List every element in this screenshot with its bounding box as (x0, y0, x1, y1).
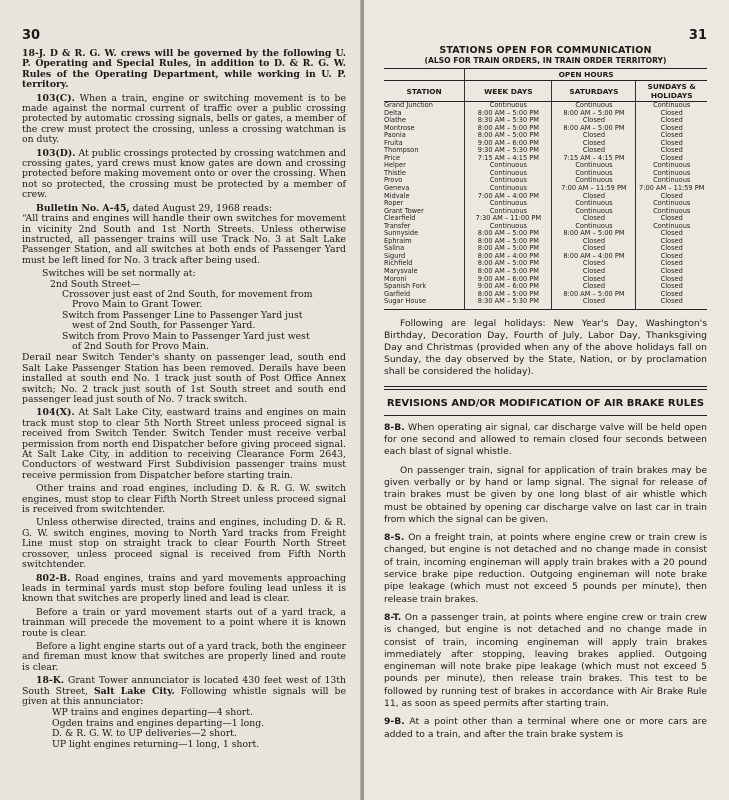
week-days-cell: 8:30 AM – 5:30 PM (465, 298, 552, 309)
saturdays-cell: Closed (552, 215, 636, 223)
station-cell: Price (384, 153, 401, 162)
week-days-cell: 8:00 AM – 5:00 PM (465, 291, 552, 299)
rule-text: At public crossings protected by crossing watchmen and crossing gates, yard crews must know gates are down and crossing protected before making movement onto or over the crossing. When not so protected, the crossing must be protected by a member of crew. (22, 147, 346, 201)
page-number-left: 30 (22, 28, 41, 43)
table-row (384, 230, 707, 238)
station-cell: Moroni (384, 274, 407, 283)
table-title: STATIONS OPEN FOR COMMUNICATION (439, 45, 652, 56)
whistle-signal-item: D. & R. G. W. to UP deliveries—2 short. (52, 728, 237, 740)
sundays-cell: Closed (636, 291, 707, 299)
sundays-cell: Closed (636, 253, 707, 261)
station-cell: Olathe (384, 116, 406, 125)
light-engine-paragraph: Before a light engine starts out of a yard track, both the engineer and fireman must know that switches are properly lined and route is clear. (22, 640, 346, 673)
station-cell: Montrose (384, 123, 415, 132)
rule-id: 8-B. (384, 421, 405, 433)
saturdays-cell: Closed (552, 245, 636, 253)
station-cell: Provo (384, 176, 403, 185)
sundays-cell: Closed (636, 125, 707, 133)
table-row (384, 147, 707, 155)
switch-item: Crossover just east of 2nd South, for movement from (62, 288, 313, 300)
blank-header (384, 69, 465, 81)
open-hours-header: OPEN HOURS (465, 69, 707, 81)
station-cell: Fruita (384, 138, 403, 147)
station-cell: Roper (384, 199, 404, 208)
sundays-cell: Continuous (636, 177, 707, 185)
week-days-cell: 8:00 AM – 5:00 PM (465, 268, 552, 276)
saturdays-cell: Continuous (552, 162, 636, 170)
sundays-cell: Closed (636, 276, 707, 284)
bulletin-quote: “All trains and engines will handle their own switches for movement in vicinity 2nd South and 1st North Streets. Unless otherwise instructed, all passenger trains will use Track No. 3 at Salt Lake Passenger Station, and all switches at both ends of Passenger Yard must be left lined for No. 3 track after being used. (22, 213, 346, 266)
station-cell: Thistle (384, 168, 406, 177)
rule-id: 8-S. (384, 532, 405, 544)
table-row (384, 291, 707, 299)
rule-id: Bulletin No. A-45, (36, 202, 130, 214)
table-row (384, 276, 707, 284)
week-days-cell: 9:00 AM – 6:00 PM (465, 140, 552, 148)
week-days-cell: Continuous (465, 170, 552, 178)
rule-103d (22, 149, 346, 201)
unless-directed-paragraph: Unless otherwise directed, trains and engines, including D. & R. G. W. switch engines, moving to North Yard tracks from Freight Line must stop on straight track to clear Fourth North Street crossover, unless proceed signal is received from Fifth North switchtender. (22, 517, 346, 571)
week-days-cell: Continuous (465, 177, 552, 185)
sundays-cell: Closed (636, 260, 707, 268)
stations-table-title (384, 45, 707, 65)
whistle-signal-item: UP light engines returning—1 long, 1 short. (52, 738, 260, 750)
sundays-cell: Continuous (636, 223, 707, 231)
sundays-cell: Closed (636, 117, 707, 125)
week-days-cell: 8:00 AM – 5:00 PM (465, 125, 552, 133)
rule-8b (384, 422, 707, 459)
saturdays-cell: Closed (552, 193, 636, 201)
station-cell: Grant Tower (384, 206, 424, 215)
saturdays-cell: 7:00 AM – 11:59 PM (552, 185, 636, 193)
stations-table (384, 68, 707, 309)
sundays-cell: Closed (636, 268, 707, 276)
rule-text: Road engines, trains and yard movements approaching leads in terminal yards must stop before fouling lead unless it is known that switches are properly lined and lead is clear. (22, 572, 346, 605)
week-days-cell: 8:00 AM – 5:00 PM (465, 132, 552, 140)
table-row (384, 185, 707, 193)
whistle-signal-item: WP trains and engines departing—4 short. (52, 707, 253, 719)
rule-text: When a train, engine or switching movement is to be made against the normal current of traffic over a public crossing protected by automatic crossing signals, bells or gates, a member of the crew must protect the crossing, unless a crossing watchman is on duty. (22, 92, 346, 146)
yard-movement-paragraph: Before a train or yard movement starts out of a yard track, a trainman will precede the movement to a point where it is known route is clear. (22, 606, 346, 639)
station-cell: Grand Junction (384, 101, 433, 109)
table-row (384, 245, 707, 253)
saturdays-cell: Closed (552, 260, 636, 268)
saturdays-cell: Closed (552, 268, 636, 276)
switch-item-cont: west of 2nd South, for Passenger Yard. (72, 320, 256, 332)
saturdays-cell: 8:00 AM – 4:00 PM (552, 253, 636, 261)
sundays-cell: Closed (636, 147, 707, 155)
station-cell: Salina (384, 244, 405, 253)
week-days-cell: 9:00 AM – 6:00 PM (465, 283, 552, 291)
saturdays-cell: Continuous (552, 170, 636, 178)
sundays-cell: Closed (636, 238, 707, 246)
table-row (384, 268, 707, 276)
col-station: STATION (384, 81, 465, 102)
other-trains-paragraph: Other trains and road engines, including D. & R. G. W. switch engines, must stop to clear Fifth North Street unless proceed signal is received from switchtender. (22, 483, 346, 516)
left-page (0, 0, 362, 800)
sundays-cell: Closed (636, 140, 707, 148)
sundays-cell: 7:00 AM – 11:59 PM (636, 185, 707, 193)
week-days-cell: 8:00 AM – 5:00 PM (465, 110, 552, 118)
saturdays-cell: Continuous (552, 223, 636, 231)
station-cell: Sugar House (384, 297, 427, 306)
week-days-cell: Continuous (465, 162, 552, 170)
rule-id: 103(C). (36, 92, 75, 104)
saturdays-cell: Closed (552, 132, 636, 140)
week-days-cell: 9:00 AM – 6:00 PM (465, 276, 552, 284)
week-days-cell: 8:00 AM – 5:00 PM (465, 238, 552, 246)
table-row (384, 102, 707, 110)
saturdays-cell: Closed (552, 238, 636, 246)
sundays-cell: Closed (636, 298, 707, 309)
week-days-cell: 8:00 AM – 5:00 PM (465, 260, 552, 268)
saturdays-cell: 8:00 AM – 5:00 PM (552, 110, 636, 118)
switches-intro: Switches will be set normally at: (42, 268, 196, 280)
station-cell: Geneva (384, 184, 410, 193)
saturdays-cell: Closed (552, 147, 636, 155)
sundays-cell: Closed (636, 245, 707, 253)
station-cell: Ephraim (384, 236, 412, 245)
week-days-cell: 8:30 AM – 5:30 PM (465, 117, 552, 125)
page-number-right: 31 (688, 28, 707, 43)
table-row (384, 298, 707, 309)
table-row (384, 283, 707, 291)
rule-8t (384, 612, 707, 710)
rule-id: 8-T. (384, 611, 402, 623)
saturdays-cell: 7:15 AM – 4:15 PM (552, 155, 636, 163)
table-row (384, 223, 707, 231)
double-rule (384, 386, 707, 390)
section-rule (384, 415, 707, 416)
week-days-cell: 7:30 AM – 11:00 PM (465, 215, 552, 223)
saturdays-cell: Closed (552, 283, 636, 291)
station-cell: Transfer (384, 221, 411, 230)
passenger-signal-paragraph: On passenger train, signal for application of train brakes may be given verbally or by hand or lamp signal. The signal for release of train brakes must be given by one long blast of air whistle which must be obtained by opening car discharge valve on last car in train from which the signal can be given. (384, 464, 707, 525)
sundays-cell: Closed (636, 230, 707, 238)
station-cell: Clearfield (384, 214, 416, 223)
table-subtitle: (ALSO FOR TRAIN ORDERS, IN TRAIN ORDER TERRITORY) (424, 56, 667, 65)
col-week-days: WEEK DAYS (465, 81, 552, 102)
sundays-cell: Closed (636, 193, 707, 201)
sundays-cell: Continuous (636, 162, 707, 170)
sundays-cell: Closed (636, 283, 707, 291)
saturdays-cell: Closed (552, 117, 636, 125)
switch-item: Switch from Passenger Line to Passenger Yard just (62, 309, 303, 321)
table-row (384, 260, 707, 268)
saturdays-cell: Closed (552, 298, 636, 309)
station-cell: Sigurd (384, 251, 406, 260)
week-days-cell: 7:15 AM – 4:15 PM (465, 155, 552, 163)
table-row (384, 140, 707, 148)
sundays-cell: Continuous (636, 102, 707, 110)
table-row (384, 110, 707, 118)
week-days-cell: Continuous (465, 102, 552, 110)
station-cell: Sunnyside (384, 229, 419, 238)
rule-text: Following whistle signals will be given at this annunciator: (22, 685, 346, 707)
rule-text: On a freight train, at points where engine crew or train crew is changed, but engine is not detached and no change made in consist of train, incoming engineman will apply train brakes with a 20 pound service brake pipe reduction. Outgoing engineman will note brake pipe leakage (which must not exceed 5 pounds per minute), then release train brakes. (384, 532, 707, 605)
switch-item-cont: Provo Main to Grant Tower. (72, 299, 203, 311)
rule-8s (384, 532, 707, 606)
station-cell: Garfield (384, 289, 411, 298)
rule-id: 802-B. (36, 572, 71, 584)
saturdays-cell: Continuous (552, 102, 636, 110)
station-cell: Paonia (384, 131, 406, 140)
week-days-cell: 8:00 AM – 4:00 PM (465, 253, 552, 261)
legal-holidays-note: Following are legal holidays: New Year's Day, Washington's Birthday, Decoration Day, Fourth of July, Labor Day, Thanksgiving Day and Christmas (provided when any of the above holidays fall on Sunday, the day observed by the State, Nation, or by proclamation shall be considered the holiday). (384, 317, 707, 377)
derail-paragraph: Derail near Switch Tender's shanty on passenger lead, south end Salt Lake Passenger Station has been removed. Derails have been installed at south end No. 1 track just south of Post Office Annex switch; No. 2 track just south of 1st South street and south end passenger lead just south of No. 7 track switch. (22, 352, 346, 405)
switch-list (22, 290, 346, 352)
table-row (384, 208, 707, 216)
air-brake-heading: REVISIONS AND/OR MODIFICATION OF AIR BRAKE RULES (386, 397, 705, 409)
week-days-cell: Continuous (465, 185, 552, 193)
week-days-cell: 8:00 AM – 5:00 PM (465, 245, 552, 253)
sundays-cell: Closed (636, 110, 707, 118)
station-cell: Helper (384, 161, 406, 170)
sundays-cell: Closed (636, 155, 707, 163)
saturdays-cell: 8:00 AM – 5:00 PM (552, 230, 636, 238)
street-heading: 2nd South Street— (50, 278, 141, 290)
sundays-cell: Continuous (636, 170, 707, 178)
station-cell: Richfield (384, 259, 413, 268)
whistle-signals (22, 708, 346, 750)
rule-text: At Salt Lake City, eastward trains and engines on main track must stop to clear 5th North Street unless proceed signal is received from Switch Tender. Switch Tender must receive verbal permission from north end Dispatcher before giving proceed signal. At Salt Lake City, in addition to receiving Clearance Form 2643, Conductors of westward First Subdivision passenger trains must receive permission from Dispatcher before starting train. (22, 407, 346, 481)
rule-id: 9-B. (384, 716, 405, 728)
rule-text: On a passenger train, at points where engine crew or train crew is changed, but engine is not detached and no change made in consist of train, incoming engineman will apply train brakes immediately after stopping, leaving brakes applied. Outgoing engineman will note brake pipe leakage (which must not exceed 5 pounds per minute), then release train brakes. This test to be followed by running test of brakes in accordance with Air Brake Rule 11, as soon as speed permits after starting train. (384, 611, 707, 709)
saturdays-cell: Continuous (552, 200, 636, 208)
rule-18j: 18-J. D & R. G. W. crews will be governed by the following U. P. Operating and Special Rules, in addition to D. & R. G. W. Rules of the Operating Department, while working in U. P. territory. (22, 48, 346, 91)
sundays-cell: Continuous (636, 200, 707, 208)
rule-id: 104(X). (36, 407, 75, 419)
switch-item-cont: of 2nd South for Provo Main. (72, 340, 209, 352)
rule-text: When operating air signal, car discharge valve will be held open for one second and allowed to remain closed four seconds between each blast of signal whistle. (384, 421, 707, 458)
city-name: Salt Lake City. (93, 685, 175, 697)
table-row (384, 253, 707, 261)
rule-id: 18-K. (36, 675, 65, 687)
sundays-cell: Closed (636, 132, 707, 140)
rule-text: dated August 29, 1968 reads: (129, 202, 273, 214)
rule-103c (22, 94, 346, 146)
table-row (384, 132, 707, 140)
week-days-cell: Continuous (465, 223, 552, 231)
week-days-cell: Continuous (465, 200, 552, 208)
stations-table-wrapper (384, 68, 707, 310)
station-cell: Marysvale (384, 267, 418, 276)
saturdays-cell: 8:00 AM – 5:00 PM (552, 125, 636, 133)
col-sundays-holidays: SUNDAYS & HOLIDAYS (636, 81, 707, 102)
table-row (384, 125, 707, 133)
station-cell: Spanish Fork (384, 282, 427, 291)
right-page (364, 0, 729, 800)
station-cell: Midvale (384, 191, 410, 200)
switch-item: Switch from Provo Main to Passenger Yard just west (62, 330, 310, 342)
table-row (384, 238, 707, 246)
station-cell: Thompson (384, 146, 419, 155)
week-days-cell: 8:00 AM – 5:00 PM (465, 230, 552, 238)
col-saturdays: SATURDAYS (552, 81, 636, 102)
rule-18k (22, 676, 346, 707)
saturdays-cell: 8:00 AM – 5:00 PM (552, 291, 636, 299)
rule-9b (384, 716, 707, 741)
saturdays-cell: Closed (552, 276, 636, 284)
saturdays-cell: Continuous (552, 208, 636, 216)
rule-text: Grant Tower annunciator is located 430 feet west of 13th South Street, (22, 675, 346, 697)
table-row (384, 117, 707, 125)
rule-id: 103(D). (36, 147, 76, 159)
station-cell: Delta (384, 108, 402, 117)
sundays-cell: Continuous (636, 208, 707, 216)
saturdays-cell: Closed (552, 140, 636, 148)
rule-text: At a point other than a terminal where one or more cars are added to a train, and after the train brake system is (384, 716, 707, 740)
week-days-cell: Continuous (465, 208, 552, 216)
week-days-cell: 7:00 AM – 4:00 PM (465, 193, 552, 201)
whistle-signal-item: Ogden trains and engines departing—1 long. (52, 717, 265, 729)
sundays-cell: Closed (636, 215, 707, 223)
saturdays-cell: Continuous (552, 177, 636, 185)
rule-104x (22, 408, 346, 481)
week-days-cell: 9:30 AM – 5:30 PM (465, 147, 552, 155)
rule-802b (22, 574, 346, 605)
